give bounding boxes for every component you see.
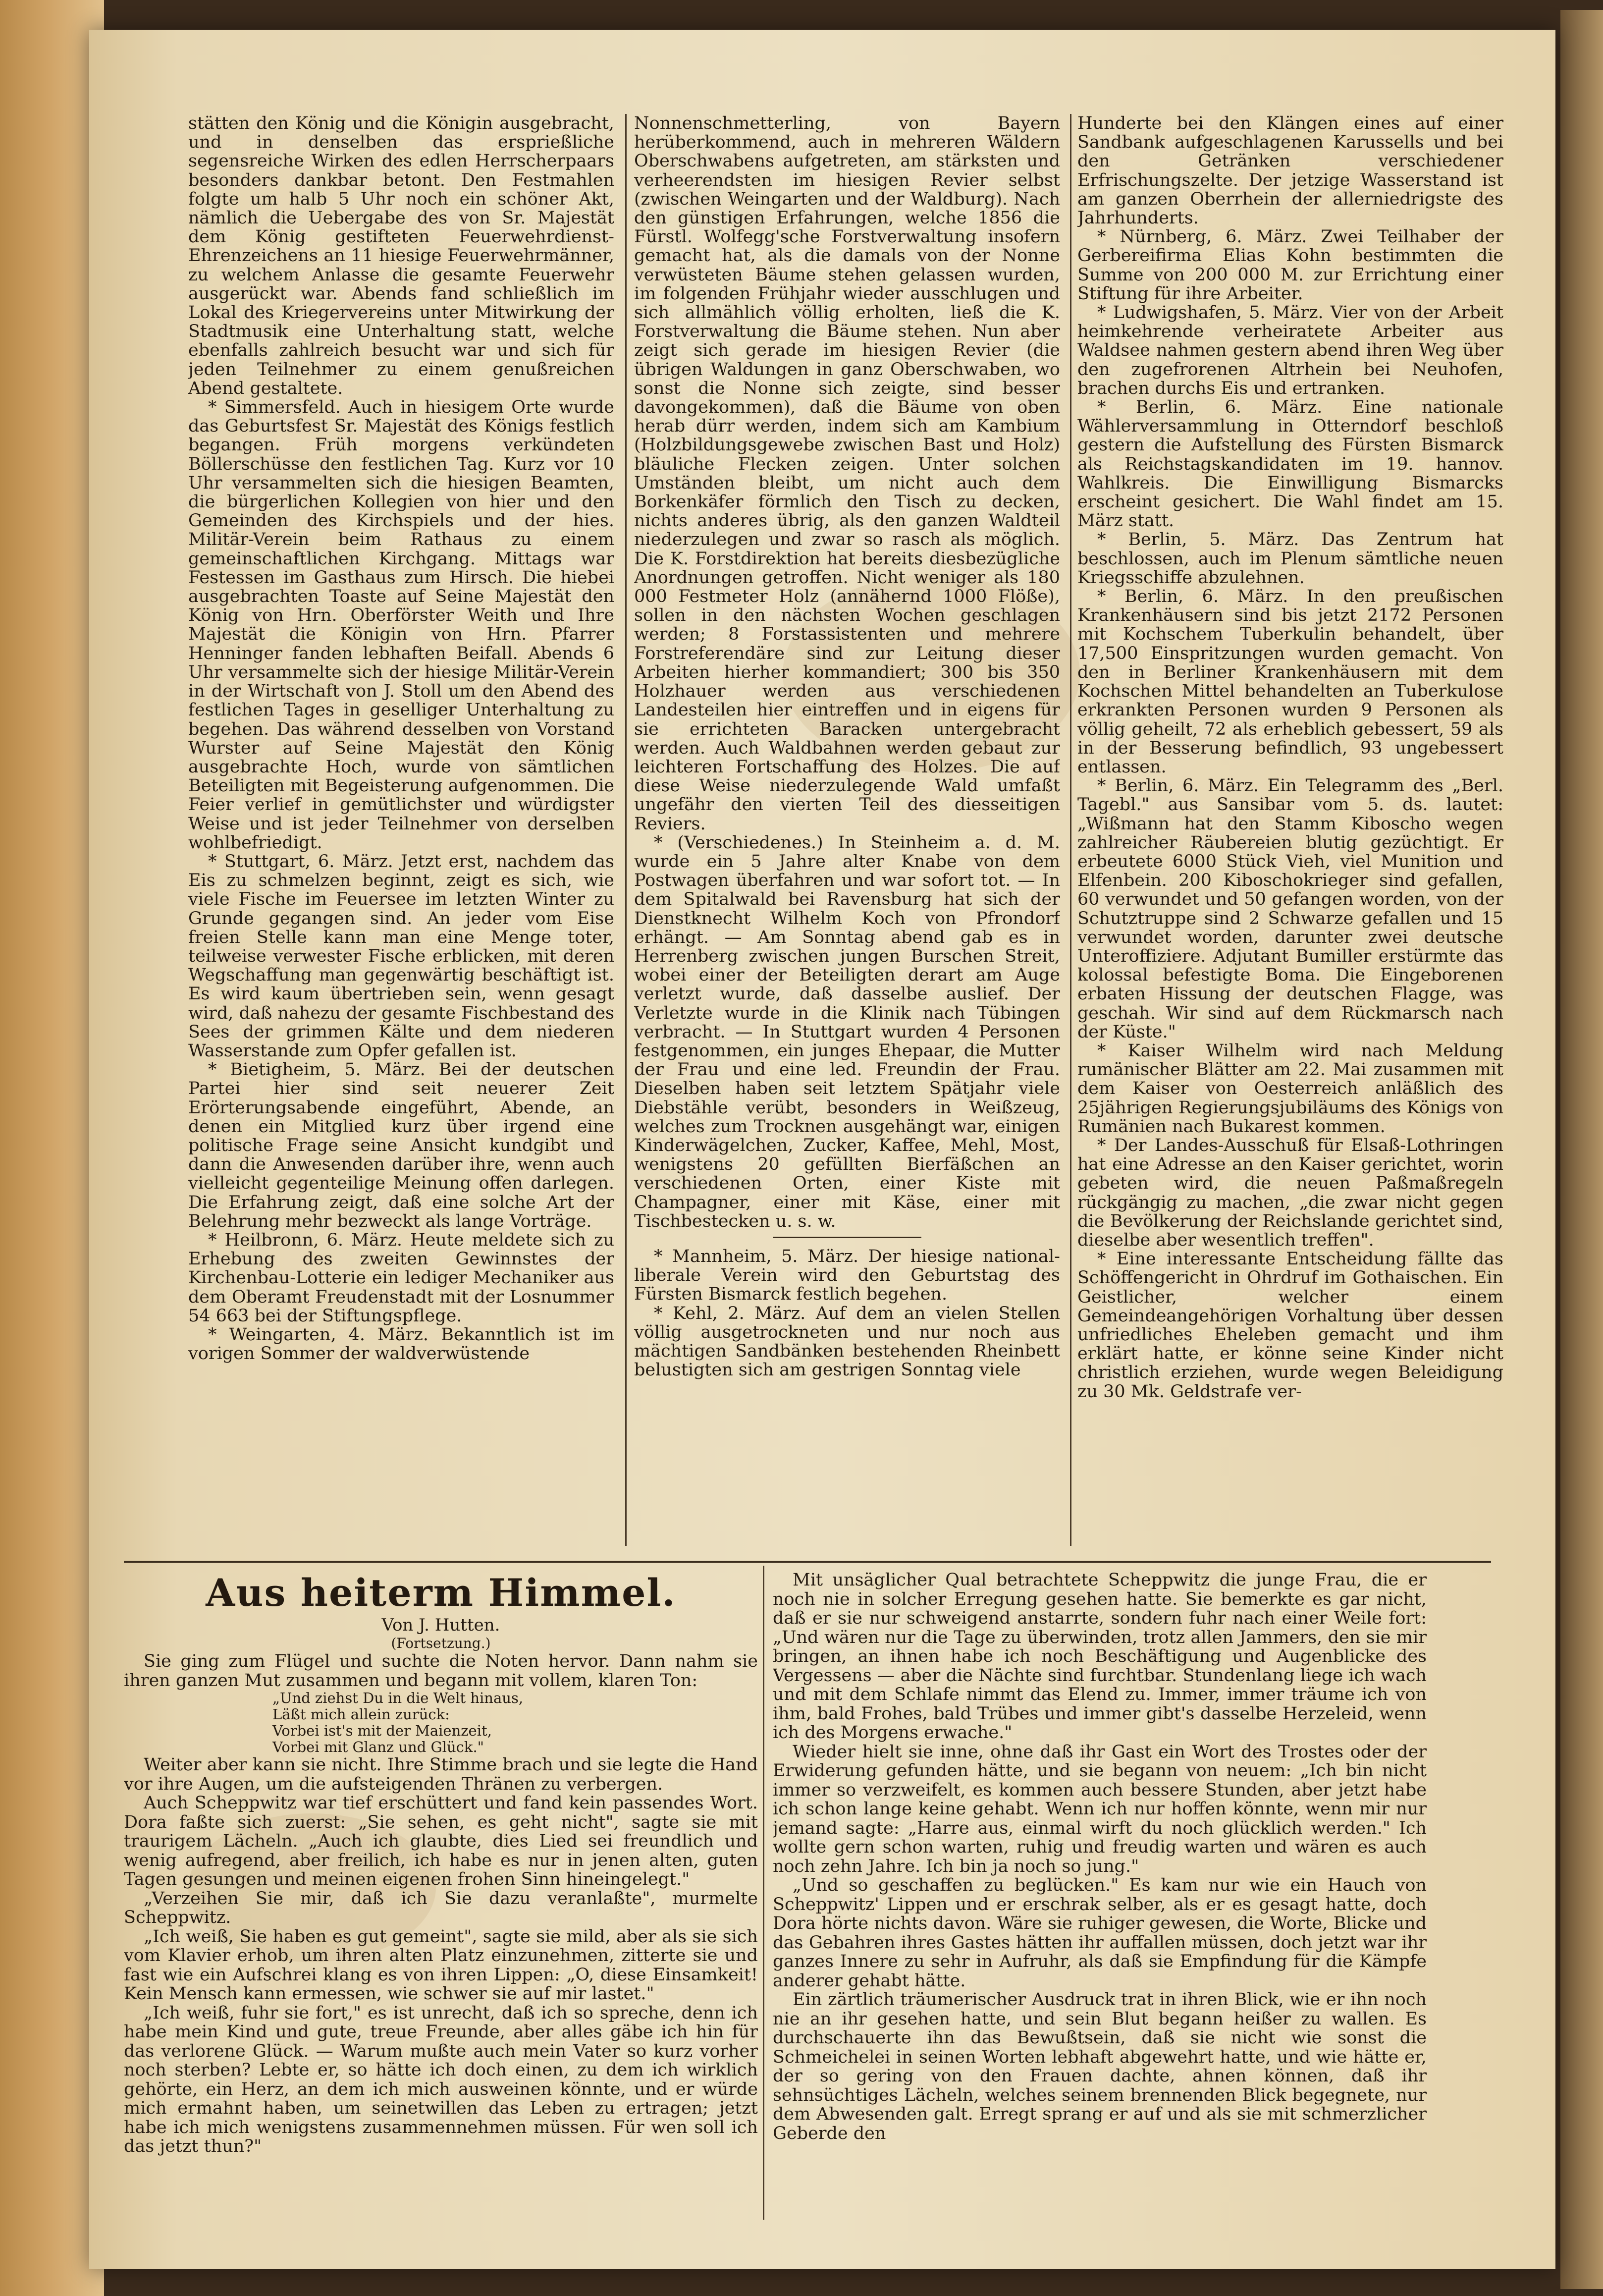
article-paragraph: * (Verschiedenes.) In Steinheim a. d. M. wurde ein 5 Jahre alter Knabe von dem Postwagen überfahren und war sofort tot. — In dem Spitalwald bei Ravensburg hat sich der Dienstknecht Wilhelm Koch von Pfrondorf erhängt. — Am Sonntag abend gab es in Herrenberg zwischen jungen Burschen Streit, wobei einer der Beteiligten derart am Auge verletzt wurde, daß dasselbe auslief. Der Verletzte wurde in die Klinik nach Tübingen verbracht. — In Stuttgart wurden 4 Personen festgenommen, ein junges Ehepaar, die Mutter der Frau und eine led. Freundin der Frau. Dieselben haben seit letztem Spätjahr viele Diebstähle verübt, besonders in Weißzeug, welches zum Trocknen ausgehängt war, einigen Kinderwägelchen, Zucker, Kaffee, Mehl, Most, wenigstens 20 gefüllten Bierfäßchen an verschiedenen Orten, einer Kiste mit Champagner, einer mit Käse, einer mit Tischbestecken u. s. w. bbox=[634, 832, 1060, 1231]
serial-paragraph: Weiter aber kann sie nicht. Ihre Stimme brach und sie legte die Hand vor ihre Augen, um die aufsteigenden Thränen zu verbergen. bbox=[124, 1755, 758, 1794]
article-paragraph: * Berlin, 6. März. Ein Telegramm des „Berl. Tagebl." aus Sansibar vom 5. ds. lautet: „Wißmann hat den Stamm Kiboscho wegen zahlreicher Räubereien blutig gezüchtigt. Er erbeutete 6000 Stück Vieh, viel Munition und Elfenbein. 200 Kiboschokrieger sind gefallen, 60 verwundet und 50 gefangen worden, von der Schutztruppe sind 2 Schwarze gefallen und 15 verwundet worden, darunter zwei deutsche Unteroffiziere. Adjutant Bumiller erstürmte das kolossal befestigte Boma. Die Eingeborenen erbaten Hissung der deutschen Flagge, was geschah. Wir sind auf dem Rückmarsch nach der Küste." bbox=[1077, 776, 1503, 1042]
poem-line: „Und ziehst Du in die Welt hinaus, bbox=[272, 1690, 524, 1706]
serial-author: Von J. Hutten. bbox=[381, 1615, 500, 1635]
serial-paragraph: Ein zärtlich träumerischer Ausdruck trat in ihren Blick, wie er ihn noch nie an ihr gesehen hatte, und sein Blut begann heißer zu wallen. Es durchschauerte ihn das Bewußtsein, daß sie nicht wie sonst die Schmeichelei in seinen Worten lebhaft abgewehrt hatte, und wie hätte er, der so gering von den Frauen dachte, ahnen können, daß ihr sehnsüchtiges Lächeln, welches seinem brennenden Blick begegnete, nur dem Abwesenden galt. Erregt sprang er auf und als sie mit schmerzlicher Geberde den bbox=[773, 1990, 1427, 2143]
news-column-3 bbox=[1077, 114, 1503, 1546]
news-column-2 bbox=[634, 114, 1060, 1546]
article-paragraph: * Berlin, 6. März. Eine nationale Wählerversammlung in Otterndorf beschloß gestern die Aufstellung des Fürsten Bismarck als Reichstagskandidaten im 19. hannov. Wahlkreis. Die Einwilligung Bismarcks erscheint gesichert. Die Wahl findet am 15. März statt. bbox=[1077, 397, 1503, 531]
column-rule bbox=[625, 114, 627, 1546]
serial-paragraph: Wieder hielt sie inne, ohne daß ihr Gast ein Wort des Trostes oder der Erwiderung gefunden hätte, und sie begann von neuem: „Ich bin nicht immer so verzweifelt, es kommen auch bessere Stunden, aber jetzt habe ich schon lange keine gehabt. Wenn ich nur hoffen könnte, wenn mir nur jemand sagte: „Harre aus, einmal wirft du noch glücklich werden." Ich wollte gern schon warten, ruhig und freudig warten und wären es auch noch zehn Jahre. Ich bin ja noch so jung." bbox=[773, 1742, 1427, 1876]
article-paragraph: * Berlin, 5. März. Das Zentrum hat beschlossen, auch im Plenum sämtliche neuen Kriegsschiffe abzulehnen. bbox=[1077, 530, 1503, 588]
serial-column-left bbox=[124, 1571, 758, 2235]
serial-title: Aus heiterm Himmel. bbox=[206, 1571, 676, 1615]
article-paragraph: * Berlin, 6. März. In den preußischen Krankenhäusern sind bis jetzt 2172 Personen mit Kochschem Tuberkulin behandelt, über 17,500 Einspritzungen wurden gemacht. Von den in Berliner Krankenhäusern mit dem Kochschen Mittel behandelten an Tuberkulose erkrankten Personen wurden 9 Personen als völlig geheilt, 72 als erheblich gebessert, 59 als in der Besserung befindlich, 93 ungebessert entlassen. bbox=[1077, 587, 1503, 777]
serial-column-rule bbox=[763, 1566, 764, 2220]
poem-line: Vorbei ist's mit der Maienzeit, bbox=[272, 1722, 492, 1739]
article-paragraph: * Ludwigshafen, 5. März. Vier von der Arbeit heimkehrende verheiratete Arbeiter aus Waldsee nahmen gestern abend ihren Weg über den zugefrorenen Altrhein bei Neuhofen, brachen durchs Eis und ertranken. bbox=[1077, 303, 1503, 398]
article-paragraph: stätten den König und die Königin ausgebracht, und in denselben das ersprießliche segensreiche Wirken des edlen Herrscherpaars besonders dankbar betont. Den Festmahlen folgte um halb 5 Uhr noch ein schöner Akt, nämlich die Uebergabe des von Sr. Majestät dem König gestifteten Feuerwehrdienst-Ehrenzeichens an 11 hiesige Feuerwehrmänner, zu welchem Anlasse die gesamte Feuerwehr ausgerückt war. Abends fand schließlich im Lokal des Kriegervereins unter Mitwirkung der Stadtmusik eine Unterhaltung statt, welche ebenfalls zahlreich besucht war und sich für jeden Teilnehmer zu einem genußreichen Abend gestaltete. bbox=[188, 114, 614, 398]
article-paragraph: Nonnenschmetterling, von Bayern herüberkommend, auch in mehreren Wäldern Oberschwabens aufgetreten, am stärksten und verheerendsten im hiesigen Revier selbst (zwischen Weingarten und der Waldburg). Nach den günstigen Erfahrungen, welche 1856 die Fürstl. Wolfegg'sche Forstverwaltung insofern gemacht hat, als die damals von der Nonne verwüsteten Bäume stehen gelassen wurden, im folgenden Frühjahr wieder ausschlugen und sich allmählich völlig erholten, ließ die K. Forstverwaltung die Bäume stehen. Nun aber zeigt sich gerade im hiesigen Revier (die übrigen Waldungen in ganz Oberschwaben, wo sonst die Nonne sich zeigte, sind besser davongekommen), daß die Bäume von oben herab dürr werden, indem sich am Kambium (Holzbildungsgewebe zwischen Bast und Holz) bläuliche Flecken zeigen. Unter solchen Umständen bleibt, um nicht auch dem Borkenkäfer förmlich den Tisch zu decken, nichts anderes übrig, als den ganzen Waldteil niederzulegen und zwar so rasch als möglich. Die K. Forstdirektion hat bereits diesbezügliche Anordnungen getroffen. Nicht weniger als 180 000 Festmeter Holz (annähernd 1000 Flöße), sollen in den nächsten Wochen geschlagen werden; 8 Forstassistenten und mehrere Forstreferendäre sind zur Leitung dieser Arbeiten hierher kommandiert; 300 bis 350 Holzhauer werden aus verschiedenen Landesteilen hier eintreffen und in eigens für sie errichteten Baracken untergebracht werden. Auch Waldbahnen werden gebaut zur leichteren Fortschaffung des Holzes. Die auf diese Weise niederzulegende Wald umfaßt ungefähr den vierten Teil des diesseitigen Reviers. bbox=[634, 114, 1060, 834]
feuilleton-separator bbox=[124, 1561, 1491, 1563]
article-paragraph: * Heilbronn, 6. März. Heute meldete sich zu Erhebung des zweiten Gewinnstes der Kirchenbau-Lotterie ein lediger Mechaniker aus dem Oberamt Freudenstadt mit der Losnummer 54 663 bei der Stiftungspflege. bbox=[188, 1230, 614, 1326]
serial-paragraph: „Verzeihen Sie mir, daß ich Sie dazu veranlaßte", murmelte Scheppwitz. bbox=[124, 1888, 758, 1927]
article-paragraph: * Kehl, 2. März. Auf dem an vielen Stellen völlig ausgetrockneten und nur noch aus mächtigen Sandbänken bestehenden Rheinbett belustigten sich am gestrigen Sonntag viele bbox=[634, 1303, 1060, 1380]
serial-paragraph: Auch Scheppwitz war tief erschüttert und fand kein passendes Wort. Dora faßte sich zuerst: „Sie sehen, es geht nicht", sagte sie mit traurigem Lächeln. „Auch ich glaubte, dies Lied sei freundlich und wenig aufregend, aber freilich, ich habe es nur in jenen alten, guten Tagen gesungen und meinen eigenen frohen Sinn hineingelegt." bbox=[124, 1793, 758, 1889]
article-paragraph: * Simmersfeld. Auch in hiesigem Orte wurde das Geburtsfest Sr. Majestät des Königs festlich begangen. Früh morgens verkündeten Böllerschüsse den festlichen Tag. Kurz vor 10 Uhr versammelten sich die hiesigen Beamten, die bürgerlichen Kollegien von hier und den Gemeinden des Kirchspiels und der hies. Militär-Verein beim Rathaus zu einem gemeinschaftlichen Kirchgang. Mittags war Festessen im Gasthaus zum Hirsch. Die hiebei ausgebrachten Toaste auf Seine Majestät den König von Hrn. Oberförster Weith und Ihre Majestät die Königin von Hrn. Pfarrer Henninger fanden lebhaften Beifall. Abends 6 Uhr versammelte sich der hiesige Militär-Verein in der Wirtschaft von J. Stoll um den Abend des festlichen Tages in geselliger Unterhaltung zu begehen. Das während desselben von Vorstand Wurster auf Seine Majestät den König ausgebrachte Hoch, wurde von sämtlichen Beteiligten mit Begeisterung aufgenommen. Die Feier verlief in gemütlichster und würdigster Weise und ist jeder Teilnehmer von derselben wohlbefriedigt. bbox=[188, 397, 614, 853]
book-binding-edge bbox=[0, 0, 104, 2296]
poem-line: Vorbei mit Glanz und Glück." bbox=[272, 1739, 484, 1755]
article-paragraph: * Eine interessante Entscheidung fällte das Schöffengericht in Ohrdruf im Gothaischen. Ein Geistlicher, welcher einem Gemeindeangehörigen Vorhaltung über dessen unfriedliches Eheleben gemacht und ihm erklärt hatte, er könne seine Kinder nicht christlich erziehen, wurde wegen Beleidigung zu 30 Mk. Geldstrafe ver- bbox=[1077, 1249, 1503, 1402]
article-paragraph: * Nürnberg, 6. März. Zwei Teilhaber der Gerbereifirma Elias Kohn bestimmten die Summe von 200 000 M. zur Errichtung einer Stiftung für ihre Arbeiter. bbox=[1077, 227, 1503, 304]
article-paragraph: * Bietigheim, 5. März. Bei der deutschen Partei hier sind seit neuerer Zeit Erörterungsabende eingeführt, Abende, an denen ein Mitglied kurz über irgend eine politische Frage seine Ansicht kundgibt und dann die Anwesenden darüber ihre, wenn auch vielleicht gegenteilige Meinung offen darlegen. Die Erfahrung zeigt, daß eine solche Art der Belehrung mehr bezweckt als lange Vorträge. bbox=[188, 1060, 614, 1231]
next-page-edge bbox=[1560, 10, 1603, 2289]
article-paragraph: * Weingarten, 4. März. Bekanntlich ist im vorigen Sommer der waldverwüstende bbox=[188, 1325, 614, 1364]
article-divider bbox=[773, 1237, 921, 1238]
article-paragraph: Hunderte bei den Klängen eines auf einer Sandbank aufgeschlagenen Karussells und bei den Getränken verschiedener Erfrischungszelte. Der jetzige Wasserstand ist am ganzen Oberrhein der allerniedrigste des Jahrhunderts. bbox=[1077, 114, 1503, 228]
article-paragraph: * Der Landes-Ausschuß für Elsaß-Lothringen hat eine Adresse an den Kaiser gerichtet, worin gebeten wird, die neuen Paßmaßregeln rückgängig zu machen, „die zwar nicht gegen die Bevölkerung der Reichslande gerichtet sind, dieselbe aber wesentlich treffen". bbox=[1077, 1135, 1503, 1250]
serial-column-right bbox=[773, 1571, 1427, 2235]
article-paragraph: * Mannheim, 5. März. Der hiesige national-liberale Verein wird den Geburtstag des Fürsten Bismarck festlich begehen. bbox=[634, 1246, 1060, 1305]
poem-line: Läßt mich allein zurück: bbox=[272, 1706, 450, 1723]
article-paragraph: * Stuttgart, 6. März. Jetzt erst, nachdem das Eis zu schmelzen beginnt, zeigt es sich, wie viele Fische im Feuersee im letzten Winter zu Grunde gegangen sind. An jeder vom Eise freien Stelle kann man eine Menge toter, teilweise verwester Fische erblicken, mit deren Wegschaffung man gegenwärtig beschäftigt ist. Es wird kaum übertrieben sein, wenn gesagt wird, daß nahezu der gesamte Fischbestand des Sees der grimmen Kälte und dem niederen Wasserstande zum Opfer gefallen ist. bbox=[188, 851, 614, 1061]
serial-paragraph: Mit unsäglicher Qual betrachtete Scheppwitz die junge Frau, die er noch nie in solcher Erregung gesehen hatte. Sie bemerkte es gar nicht, daß er sie nur schweigend anstarrte, sondern fuhr nach einer Weile fort: „Und wären nur die Tage zu überwinden, trotz allen Jammers, den sie mir bringen, an ihnen habe ich noch Beschäftigung und Augenblicke des Vergessens — aber die Nächte sind furchtbar. Stundenlang liege ich wach und mit dem Schlafe nimmt das Elend zu. Immer, immer träume ich von ihm, bald Frohes, bald Trübes und immer gibt's dasselbe Herzeleid, wenn ich des Morgens erwache." bbox=[773, 1571, 1427, 1743]
serial-paragraph: „Ich weiß, fuhr sie fort," es ist unrecht, daß ich so spreche, denn ich habe mein Kind und gute, treue Freunde, aber alles gäbe ich hin für das verlorene Glück. — Warum mußte auch mein Vater so kurz vorher noch sterben? Lebte er, so hätte ich doch einen, zu dem ich wirklich gehörte, ein Herz, an dem ich mich ausweinen könnte, und er würde mich ermahnt haben, um seinetwillen das Leben zu ertragen; jetzt habe ich mich wenigstens zusammennehmen müssen. Für wen soll ich das jetzt thun?" bbox=[124, 2003, 758, 2156]
serial-paragraph: „Ich weiß, Sie haben es gut gemeint", sagte sie mild, aber als sie sich vom Klavier erhob, um ihren alten Platz einzunehmen, zitterte sie und fast wie ein Aufschrei klang es von ihren Lippen: „O, diese Einsamkeit! Kein Mensch kann ermessen, wie schwer sie auf mir lastet." bbox=[124, 1926, 758, 2004]
serial-paragraph: Sie ging zum Flügel und suchte die Noten hervor. Dann nahm sie ihren ganzen Mut zusammen und begann mit vollem, klaren Ton: bbox=[124, 1651, 758, 1691]
serial-continuation: (Fortsetzung.) bbox=[391, 1635, 491, 1651]
news-column-1 bbox=[188, 114, 614, 1546]
serial-paragraph: „Und so geschaffen zu beglücken." Es kam nur wie ein Hauch von Scheppwitz' Lippen und er erschrak selber, als er es gesagt hatte, doch Dora hörte nichts davon. Wäre sie ruhiger gewesen, die Worte, Blicke und das Gebahren ihres Gastes hätten ihr auffallen müssen, doch jetzt war ihr ganzes Innere zu sehr in Aufruhr, als daß sie Empfindung für die Kämpfe anderer gehabt hätte. bbox=[773, 1875, 1427, 1991]
column-rule bbox=[1070, 114, 1071, 1546]
article-paragraph: * Kaiser Wilhelm wird nach Meldung rumänischer Blätter am 22. Mai zusammen mit dem Kaiser von Oesterreich anläßlich des 25jährigen Regierungsjubiläums des Königs von Rumänien nach Bukarest kommen. bbox=[1077, 1040, 1503, 1137]
